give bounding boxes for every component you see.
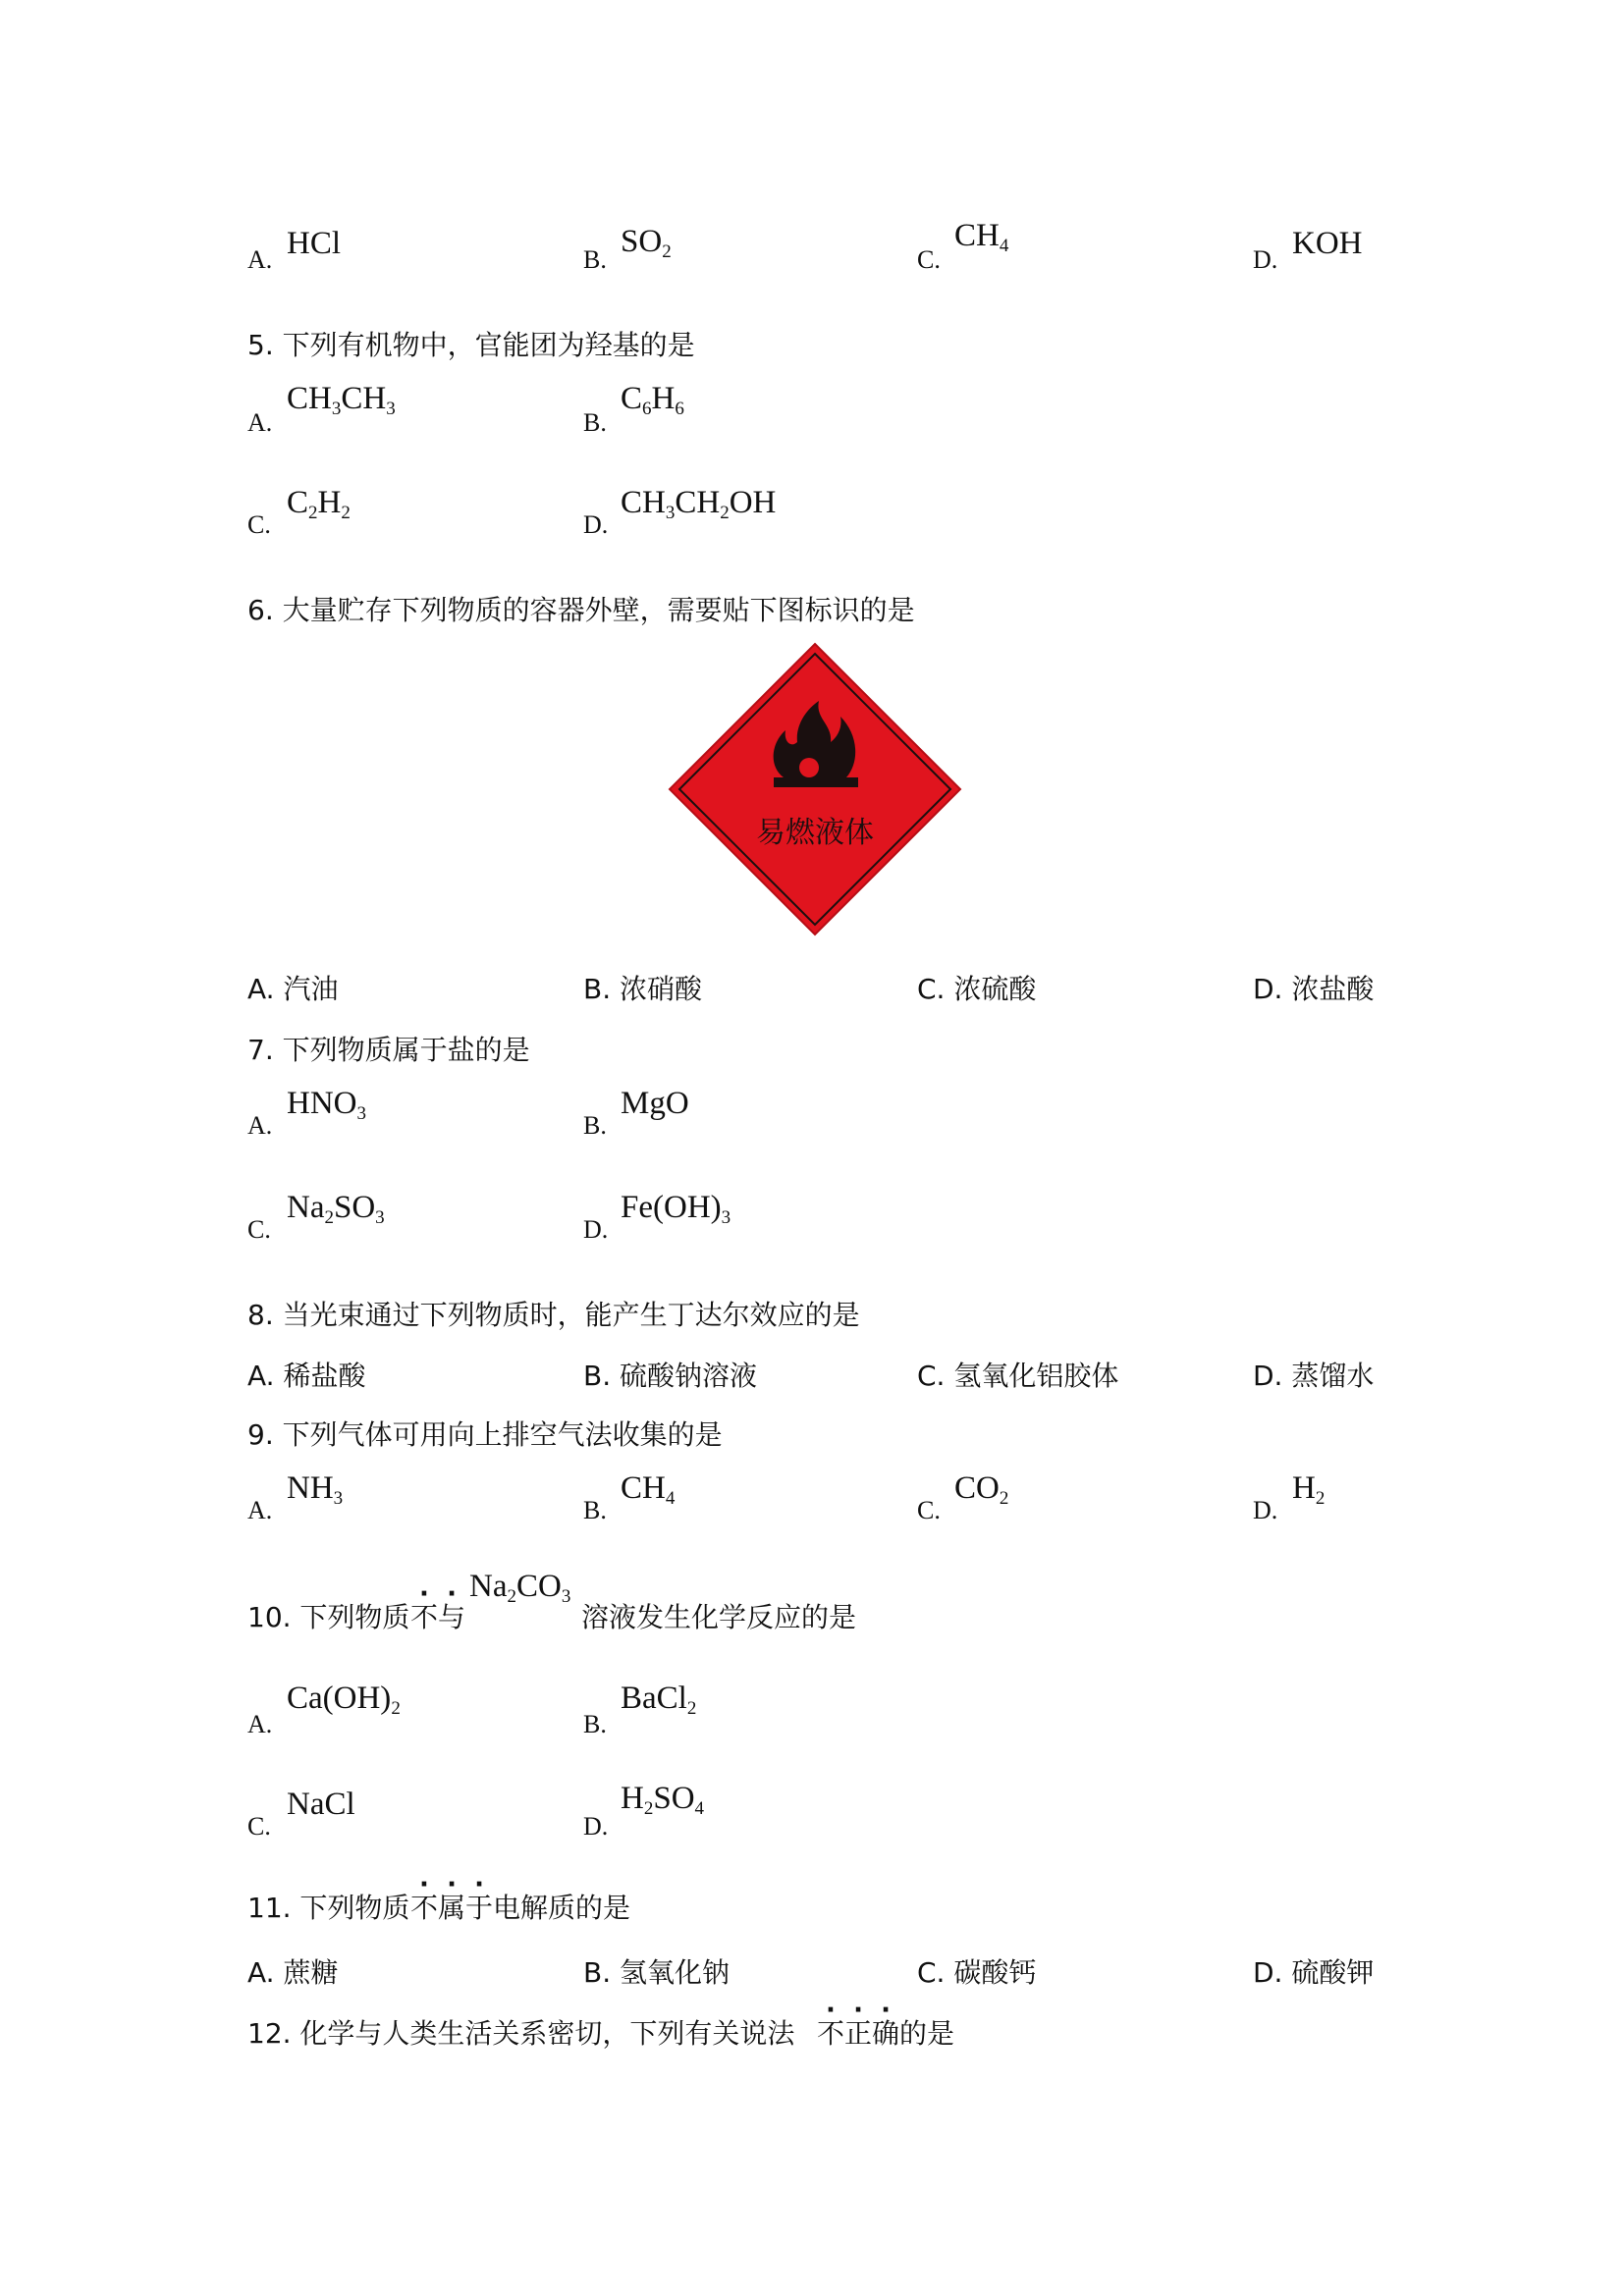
q7-option-b-letter: B. [583, 1111, 607, 1140]
q7-option-a-letter: A. [247, 1111, 273, 1140]
q10-option-c-formula: NaCl [287, 1787, 355, 1822]
q5-option-d-letter: D. [583, 510, 609, 539]
q7-option-c-letter: C. [247, 1215, 271, 1244]
q10-option-b-formula: BaCl$_2$ [621, 1681, 697, 1719]
q5-option-c-letter: C. [247, 510, 271, 539]
q11-option-c: C. 碳酸钙 [917, 1956, 1037, 1989]
q5-option-a-letter: A. [247, 408, 273, 437]
q9-option-b-formula: $CH_4$ [621, 1470, 676, 1509]
q7-option-d-formula: $Fe(OH)_3$ [621, 1190, 731, 1228]
q5-stem: 5. 下列有机物中，官能团为羟基的是 [247, 329, 695, 361]
q4-option-a-formula: HCl [287, 226, 342, 261]
q9-option-d-formula: $H_2$ [1292, 1470, 1326, 1509]
q9-option-a-formula: $NH_3$ [287, 1470, 344, 1509]
q7-option-a-formula: $HNO_3$ [287, 1086, 366, 1124]
q10-stem-prefix: 10. 下列物质 [247, 1601, 410, 1633]
q5-option-d-formula: $CH_3CH_2OH$ [621, 485, 777, 523]
q4-option-d-formula: KOH [1292, 226, 1363, 261]
q7-option-c-formula: $Na_2SO_3$ [287, 1190, 385, 1228]
q10-option-d-formula: $H_2SO_4$ [621, 1781, 705, 1819]
q7-stem: 7. 下列物质属于盐的是 [247, 1034, 530, 1066]
q10-stem-emphasis: 不与 [410, 1601, 466, 1633]
q11-option-d: D. 硫酸钾 [1253, 1956, 1375, 1989]
q4-option-c-letter: C. [917, 245, 941, 274]
q12-stem-suffix: 的是 [899, 2017, 955, 2050]
q4-option-b-letter: B. [583, 245, 607, 274]
q11-stem-emphasis: 不属于 [410, 1892, 494, 1924]
q7-option-b-formula: MgO [621, 1086, 689, 1121]
q5-option-b-formula: $C_6H_6$ [621, 381, 684, 419]
q8-option-d: D. 蒸馏水 [1253, 1360, 1375, 1392]
q9-option-a-letter: A. [247, 1496, 273, 1524]
q12-stem-emphasis: 不正确 [817, 2017, 900, 2050]
q11-stem-suffix: 电解质的是 [493, 1892, 631, 1924]
hazard-diamond [670, 644, 960, 934]
q10-option-a-letter: A. [247, 1710, 273, 1738]
q4-option-a-letter: A. [247, 245, 273, 274]
q5-option-c-formula: $C_2H_2$ [287, 485, 351, 523]
hazard-sign-label: 易燃液体 [756, 816, 874, 850]
q6-option-b: B. 浓硝酸 [583, 973, 703, 1005]
q9-option-d-letter: D. [1253, 1496, 1278, 1524]
q9-stem: 9. 下列气体可用向上排空气法收集的是 [247, 1418, 723, 1451]
q6-stem: 6. 大量贮存下列物质的容器外壁，需要贴下图标识的是 [247, 594, 915, 626]
q12-stem-prefix: 12. 化学与人类生活关系密切，下列有关说法 [247, 2017, 795, 2050]
q9-option-b-letter: B. [583, 1496, 607, 1524]
q6-option-c: C. 浓硫酸 [917, 973, 1037, 1005]
q4-option-c-formula: $CH_4$ [954, 218, 1009, 256]
flammable-liquid-hazard-sign [666, 640, 964, 938]
q8-stem: 8. 当光束通过下列物质时，能产生丁达尔效应的是 [247, 1299, 860, 1331]
q11-option-b: B. 氢氧化钠 [583, 1956, 731, 1989]
q10-stem-suffix: 溶液发生化学反应的是 [581, 1601, 857, 1633]
q6-option-a: A. 汽油 [247, 973, 339, 1005]
q4-option-b-formula: $SO_2$ [621, 224, 672, 262]
q11-option-a: A. 蔗糖 [247, 1956, 339, 1989]
q8-option-c: C. 氢氧化铝胶体 [917, 1360, 1119, 1392]
q10-option-b-letter: B. [583, 1710, 607, 1738]
q10-option-a-formula: $Ca(OH)_2$ [287, 1681, 401, 1719]
q6-option-d: D. 浓盐酸 [1253, 973, 1375, 1005]
q9-option-c-formula: $CO_2$ [954, 1470, 1009, 1509]
q7-option-d-letter: D. [583, 1215, 609, 1244]
q10-stem-formula: $Na_2CO_3$ [469, 1569, 571, 1607]
q10-option-d-letter: D. [583, 1812, 609, 1841]
q5-option-a-formula: $CH_3CH_3$ [287, 381, 396, 419]
q4-option-d-letter: D. [1253, 245, 1278, 274]
q9-option-c-letter: C. [917, 1496, 941, 1524]
q10-option-c-letter: C. [247, 1812, 271, 1841]
q8-option-b: B. 硫酸钠溶液 [583, 1360, 758, 1392]
q11-stem-prefix: 11. 下列物质 [247, 1892, 410, 1924]
q8-option-a: A. 稀盐酸 [247, 1360, 366, 1392]
q5-option-b-letter: B. [583, 408, 607, 437]
